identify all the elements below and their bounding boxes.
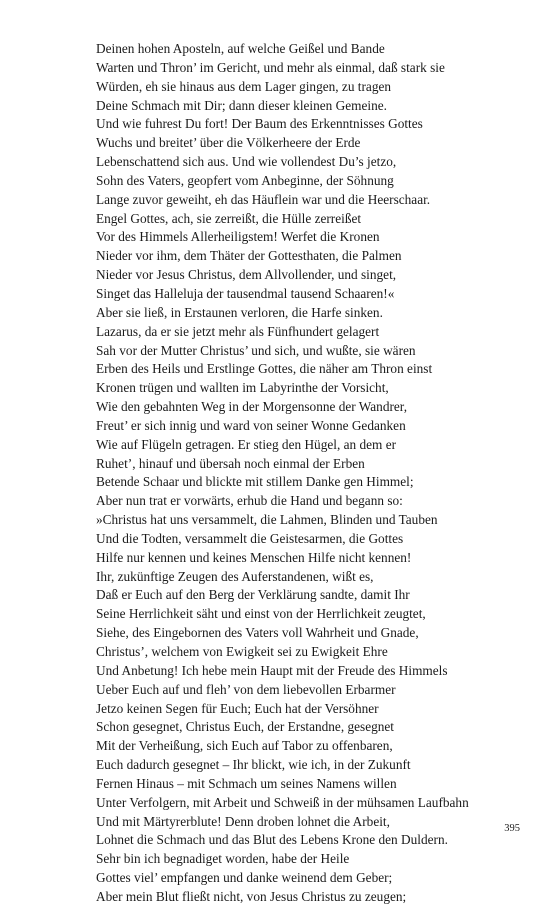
verse-line: Sohn des Vaters, geopfert vom Anbeginne, der Söhnung <box>96 172 394 188</box>
verse-line: Kronen trügen und wallten im Labyrinthe der Vorsicht, <box>96 380 389 396</box>
verse-line: Lohnet die Schmach und das Blut des Lebens Krone den Duldern. <box>96 832 448 848</box>
verse-line: Schon gesegnet, Christus Euch, der Erstandne, gesegnet <box>96 719 394 735</box>
verse-line: Aber sie ließ, in Erstaunen verloren, die Harfe sinken. <box>96 304 383 320</box>
verse-line: Ueber Euch auf und fleh’ von dem liebevollen Erbarmer <box>96 681 396 697</box>
verse-line: Lebenschattend sich aus. Und wie vollendest Du’s jetzo, <box>96 154 397 170</box>
verse-line: Fernen Hinaus – mit Schmach um seines Namens willen <box>96 775 397 791</box>
verse-line: Betende Schaar und blickte mit stillem Danke gen Himmel; <box>96 474 414 490</box>
verse-line: Wie auf Flügeln getragen. Er stieg den Hügel, an dem er <box>96 436 397 452</box>
verse-line: Ihr, zukünftige Zeugen des Auferstandenen, wißt es, <box>96 568 374 584</box>
verse-line: Würden, eh sie hinaus aus dem Lager gingen, zu tragen <box>96 78 392 94</box>
verse-line: Unter Verfolgern, mit Arbeit und Schweiß in der mühsamen Laufbahn <box>96 794 469 810</box>
verse-line: Wuchs und breitet’ über die Völkerheere der Erde <box>96 135 361 151</box>
verse-line: Aber mein Blut fließt nicht, von Jesus Christus zu zeugen; <box>96 888 407 904</box>
verse-line: Aber nun trat er vorwärts, erhub die Hand und begann so: <box>96 493 403 509</box>
verse-line: Und die Todten, versammelt die Geistesarmen, die Gottes <box>96 530 404 546</box>
verse-line: Erben des Heils und Erstlinge Gottes, die näher am Thron einst <box>96 361 433 377</box>
verse-line: Siehe, des Eingebornen des Vaters voll Wahrheit und Gnade, <box>96 625 419 641</box>
page-number: 395 <box>504 823 520 834</box>
verse-line: Und wie fuhrest Du fort! Der Baum des Erkenntnisses Gottes <box>96 116 423 132</box>
verse-line: Sah vor der Mutter Christus’ und sich, und wußte, sie wären <box>96 342 416 358</box>
verse-line: Nieder vor ihm, dem Thäter der Gottesthaten, die Palmen <box>96 248 402 264</box>
verse-line: Nieder vor Jesus Christus, dem Allvollender, und singet, <box>96 267 397 283</box>
verse-line: Und mit Märtyrerblute! Denn droben lohnet die Arbeit, <box>96 813 390 829</box>
verse-line: Deinen hohen Aposteln, auf welche Geißel und Bande <box>96 41 385 56</box>
verse-line: Freut’ er sich innig und ward von seiner Wonne Gedanken <box>96 417 406 433</box>
verse-line: Seine Herrlichkeit säht und einst von der Herrlichkeit zeugtet, <box>96 606 426 622</box>
verse-line: Sehr bin ich begnadiget worden, habe der Heile <box>96 851 350 867</box>
verse-line: Warten und Thron’ im Gericht, und mehr als einmal, daß stark sie <box>96 59 445 75</box>
verse-line: Engel Gottes, ach, sie zerreißt, die Hülle zerreißet <box>96 210 362 226</box>
verse-line: Ruhet’, hinauf und übersah noch einmal der Erben <box>96 455 365 471</box>
verse-line: Gottes viel’ empfangen und danke weinend dem Geber; <box>96 870 393 886</box>
verse-line: Vor des Himmels Allerheiligstem! Werfet die Kronen <box>96 229 380 245</box>
verse-line: Lazarus, da er sie jetzt mehr als Fünfhundert gelagert <box>96 323 380 339</box>
verse-line: Jetzo keinen Segen für Euch; Euch hat der Versöhner <box>96 700 379 716</box>
verse-line: Und Anbetung! Ich hebe mein Haupt mit der Freude des Himmels <box>96 662 448 678</box>
verse-line: »Christus hat uns versammelt, die Lahmen, Blinden und Tauben <box>96 512 438 528</box>
verse-line: Hilfe nur kennen und keines Menschen Hilfe nicht kennen! <box>96 549 412 565</box>
verse-line: Lange zuvor geweiht, eh das Häuflein war und die Heerschaar. <box>96 191 431 207</box>
verse-line: Christus’, welchem von Ewigkeit sei zu Ewigkeit Ehre <box>96 644 388 659</box>
verse-line: Mit der Verheißung, sich Euch auf Tabor zu offenbaren, <box>96 738 393 754</box>
verse-line: Deine Schmach mit Dir; dann dieser kleinen Gemeine. <box>96 97 387 113</box>
verse-text-block <box>96 40 536 907</box>
verse-line: Daß er Euch auf den Berg der Verklärung sandte, damit Ihr <box>96 587 410 603</box>
verse-line: Singet das Halleluja der tausendmal tausend Schaaren!« <box>96 285 395 301</box>
verse-line: Euch dadurch gesegnet – Ihr blickt, wie ich, in der Zukunft <box>96 757 411 773</box>
verse-line: Wie den gebahnten Weg in der Morgensonne der Wandrer, <box>96 399 408 415</box>
